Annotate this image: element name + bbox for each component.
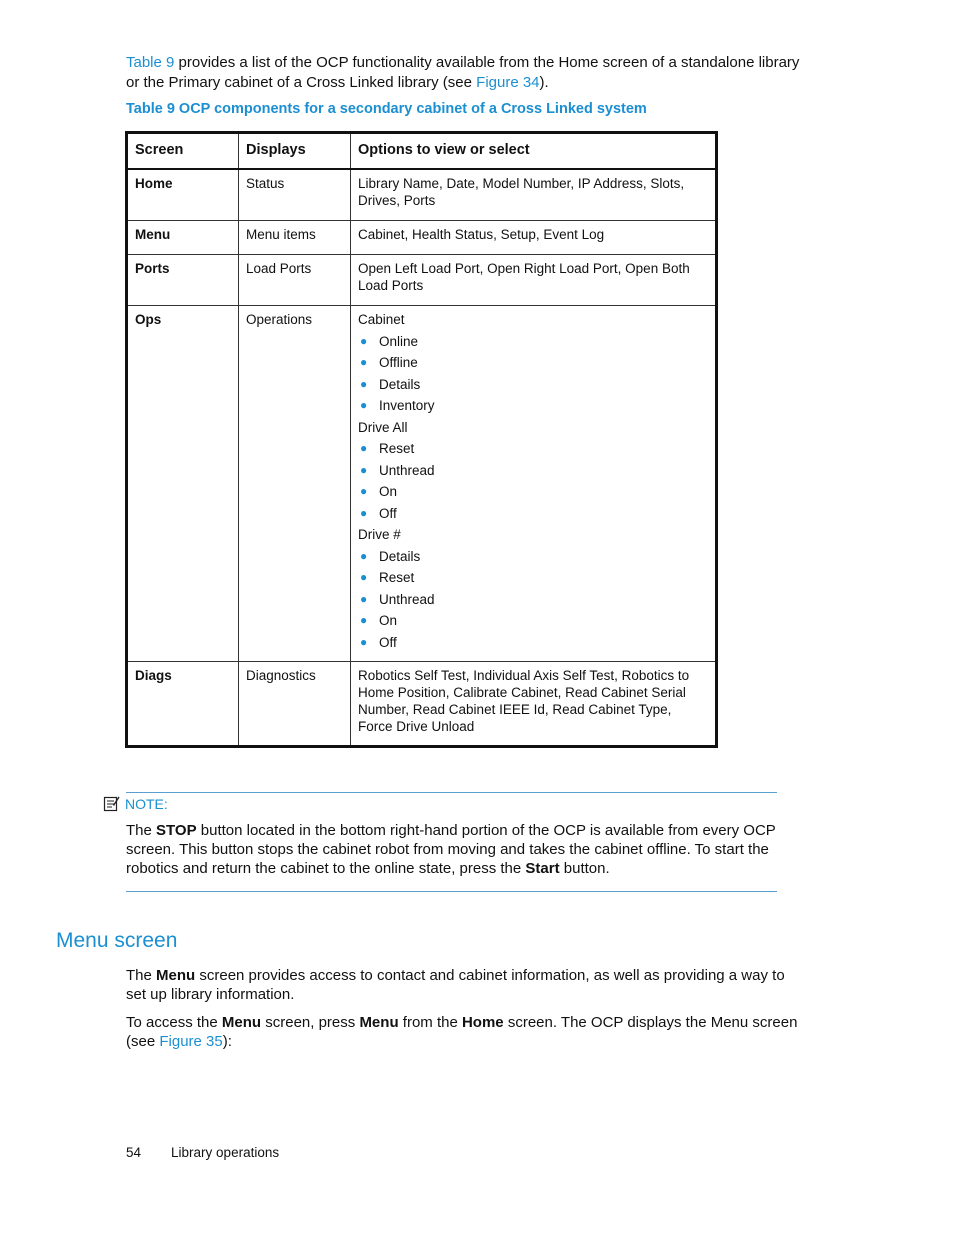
bullet-icon: ●: [360, 591, 368, 606]
group-label-drive-all: Drive All: [358, 419, 408, 435]
row-screen: Home: [127, 169, 239, 221]
table-row: [127, 662, 717, 747]
page-number: 54: [126, 1145, 142, 1160]
header-screen: Screen: [127, 133, 239, 170]
note-heading: [103, 795, 168, 812]
list-item: ● Reset: [358, 438, 708, 460]
row-displays: Status: [239, 169, 351, 221]
bullet-icon: ●: [360, 548, 368, 563]
table-row: [127, 306, 717, 662]
bullet-icon: ●: [360, 398, 368, 412]
bullet-icon: ●: [360, 462, 368, 477]
bullet-icon: ●: [360, 484, 368, 498]
row-displays: Menu items: [239, 221, 351, 255]
drive-number-options-list: [358, 546, 708, 654]
cabinet-options-list: [358, 331, 708, 417]
list-item: ● Details: [358, 546, 708, 568]
row-displays: Operations: [239, 306, 351, 662]
group-label-drive-number: Drive #: [358, 527, 401, 542]
bullet-icon: ●: [360, 613, 368, 627]
list-item: ● Details: [358, 374, 708, 396]
list-item: ● Unthread: [358, 589, 708, 611]
table-caption: Table 9 OCP components for a secondary cabinet of a Cross Linked system: [126, 101, 647, 117]
list-item: ● Offline: [358, 352, 708, 374]
note-label: NOTE:: [125, 795, 168, 812]
table-row: [127, 255, 717, 306]
note-bottom-rule: [126, 891, 777, 892]
note-body: The STOP button located in the bottom right-hand portion of the OCP is available from every OCP screen. This button stops the cabinet robot from moving and takes the cabinet offline. To start the robotics and return the cabinet to the online state, press the Start button.: [126, 822, 776, 877]
row-options: [351, 306, 717, 662]
bullet-icon: ●: [360, 376, 368, 391]
group-label-cabinet: Cabinet: [358, 312, 405, 327]
list-item: ● On: [358, 481, 708, 503]
intro-paragraph: Table 9 provides a list of the OCP functionality available from the Home screen of a standalone library or the Primary cabinet of a Cross Linked library (see Figure 34).: [126, 54, 800, 91]
note-top-rule: [126, 792, 777, 793]
page-footer: [126, 1145, 279, 1160]
menu-screen-paragraph-2: To access the Menu screen, press Menu from the Home screen. The OCP displays the Menu screen (see Figure 35):: [126, 1014, 798, 1050]
list-item: ● Off: [358, 632, 708, 654]
bullet-icon: ●: [360, 505, 368, 520]
list-item: ● On: [358, 610, 708, 632]
bullet-icon: ●: [360, 441, 368, 455]
figure-35-link[interactable]: Figure 35: [159, 1033, 223, 1050]
list-item: ● Unthread: [358, 460, 708, 482]
row-displays: Load Ports: [239, 255, 351, 306]
table-header-row: [127, 133, 717, 170]
bullet-icon: ●: [360, 570, 368, 584]
table-row: [127, 169, 717, 221]
table-row: [127, 221, 717, 255]
row-displays: Diagnostics: [239, 662, 351, 747]
row-options: Open Left Load Port, Open Right Load Port, Open Both Load Ports: [351, 255, 717, 306]
bullet-icon: ●: [360, 333, 368, 348]
bullet-icon: ●: [360, 355, 368, 369]
table-9-link[interactable]: Table 9: [126, 54, 175, 71]
list-item: ● Reset: [358, 567, 708, 589]
bullet-icon: ●: [360, 634, 368, 649]
row-screen: Diags: [127, 662, 239, 747]
drive-all-options-list: [358, 438, 708, 524]
row-options: Library Name, Date, Model Number, IP Address, Slots, Drives, Ports: [351, 169, 717, 221]
section-title: Menu screen: [56, 929, 178, 952]
header-displays: Displays: [239, 133, 351, 170]
row-options: Cabinet, Health Status, Setup, Event Log: [351, 221, 717, 255]
menu-screen-paragraph-1: The Menu screen provides access to contact and cabinet information, as well as providing a way to set up library information.: [126, 967, 785, 1003]
list-item: ● Off: [358, 503, 708, 525]
ocp-components-table: [125, 131, 718, 748]
figure-34-link[interactable]: Figure 34: [476, 73, 540, 91]
row-options: Robotics Self Test, Individual Axis Self Test, Robotics to Home Position, Calibrate Cabinet, Read Cabinet Serial Number, Read Cabinet IEEE Id, Read Cabinet Type, Force Drive Unload: [351, 662, 717, 747]
row-screen: Ops: [127, 306, 239, 662]
row-screen: Menu: [127, 221, 239, 255]
list-item: ● Online: [358, 331, 708, 353]
header-options: Options to view or select: [351, 133, 717, 170]
footer-title: Library operations: [171, 1145, 280, 1160]
row-screen: Ports: [127, 255, 239, 306]
note-pad-icon: [103, 795, 120, 812]
list-item: ● Inventory: [358, 395, 708, 417]
